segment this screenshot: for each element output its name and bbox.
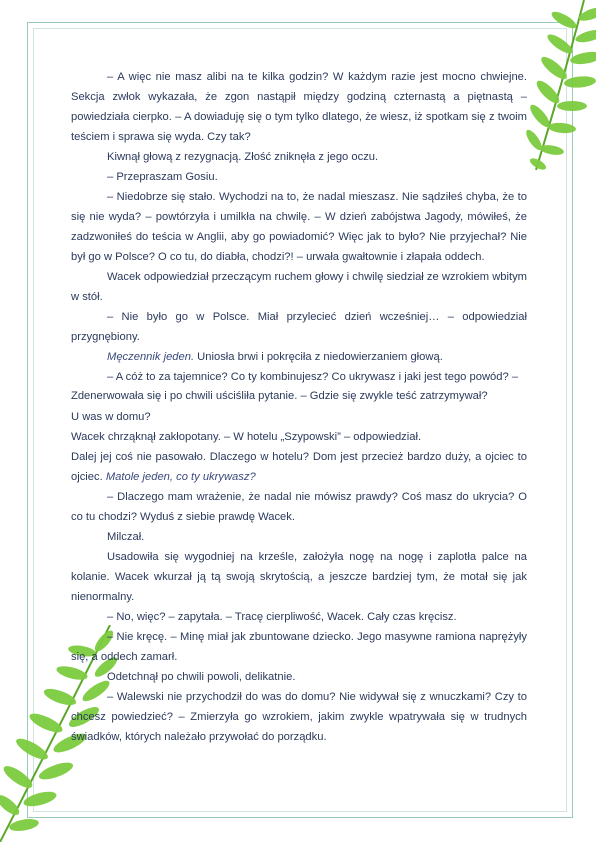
paragraph [71, 447, 527, 487]
paragraph: – Niedobrze się stało. Wychodzi na to, że nadal mieszasz. Nie sądziłeś chyba, że to się nie wyda? – powtórzyła i umilkła na chwilę. – W dzień zabójstwa Jagody, mówiłeś, że zadzwoniłeś do teścia w Anglii, aby go powiadomić? Więc jak to było? Nie przyjechał? Nie był go w Polsce? O co tu, do diabła, chodzi?! – urwała gwałtownie i złapała oddech. [71, 191, 527, 263]
paragraph: Milczał. [107, 530, 145, 543]
paragraph-text: Uniosła brwi i pokręciła z niedowierzaniem głową. [194, 351, 443, 363]
paragraph: Wacek odpowiedział przeczącym ruchem głowy i chwilę siedział ze wzrokiem wbitym w stół. [71, 271, 527, 303]
italic-thought: Matole jeden, co ty ukrywasz? [102, 470, 256, 483]
paragraph: – Przepraszam Gosiu. [107, 171, 218, 183]
paragraph: – No, więc? – zapytała. – Tracę cierpliwość, Wacek. Cały czas kręcisz. [107, 610, 457, 623]
paragraph: U was w domu? [71, 410, 151, 423]
paragraph: – Nie kręcę. – Minę miał jak zbuntowane dziecko. Jego masywne ramiona naprężyły się, a oddech zamarł. [71, 630, 527, 663]
story-text [71, 67, 527, 747]
paragraph: Usadowiła się wygodniej na krześle, założyła nogę na nogę i zaplotła palce na kolanie. Wacek wkurzał ją tą swoją skrytością, a jeszcze bardziej tym, że motał się jak nienormalny. [71, 550, 527, 603]
paragraph: – Dlaczego mam wrażenie, że nadal nie mówisz prawdy? Coś masz do ukrycia? O co tu chodzi? Wyduś z siebie prawdę Wacek. [71, 490, 527, 523]
paragraph: – Nie było go w Polsce. Miał przylecieć dzień wcześniej… – odpowiedział przygnębiony. [71, 311, 527, 343]
paragraph: – A więc nie masz alibi na te kilka godzin? W każdym razie jest mocno chwiejne. Sekcja zwłok wykazała, że zgon nastąpił między godziną czternastą a piętnastą – powiedziała cierpko. – A dowiaduję się o tym tylko dlatego, że wiesz, iż spotkam się z twoim teściem i sprawa się wyda. Czy tak? [71, 71, 527, 143]
paragraph: Zdenerwowała się i po chwili uściśliła pytanie. – Gdzie się zwykle teść zatrzymywał? [71, 390, 488, 402]
paragraph: – A cóż to za tajemnice? Co ty kombinujesz? Co ukrywasz i jaki jest tego powód? – [107, 371, 519, 383]
paragraph: Odetchnął po chwili powoli, delikatnie. [107, 670, 296, 683]
paragraph-text: Dalej jej coś nie pasowało. Dlaczego w hotelu? Dom jest przecież bardzo duży, a ojciec to ojciec. [71, 450, 527, 483]
paragraph: Kiwnął głową z rezygnacją. Złość zniknęła z jego oczu. [107, 151, 379, 163]
italic-thought: Męczennik jeden. [107, 351, 195, 363]
paragraph [71, 347, 527, 367]
paragraph: Wacek chrząknął zakłopotany. – W hotelu „Szypowski” – odpowiedział. [71, 430, 422, 443]
paragraph: – Walewski nie przychodził do was do domu? Nie widywał się z wnuczkami? Czy to chcesz powiedzieć? – Zmierzyła go wzrokiem, jakim zwykle wpatrywała się w trudnych świadków, których należało przywołać do porządku. [71, 690, 527, 743]
